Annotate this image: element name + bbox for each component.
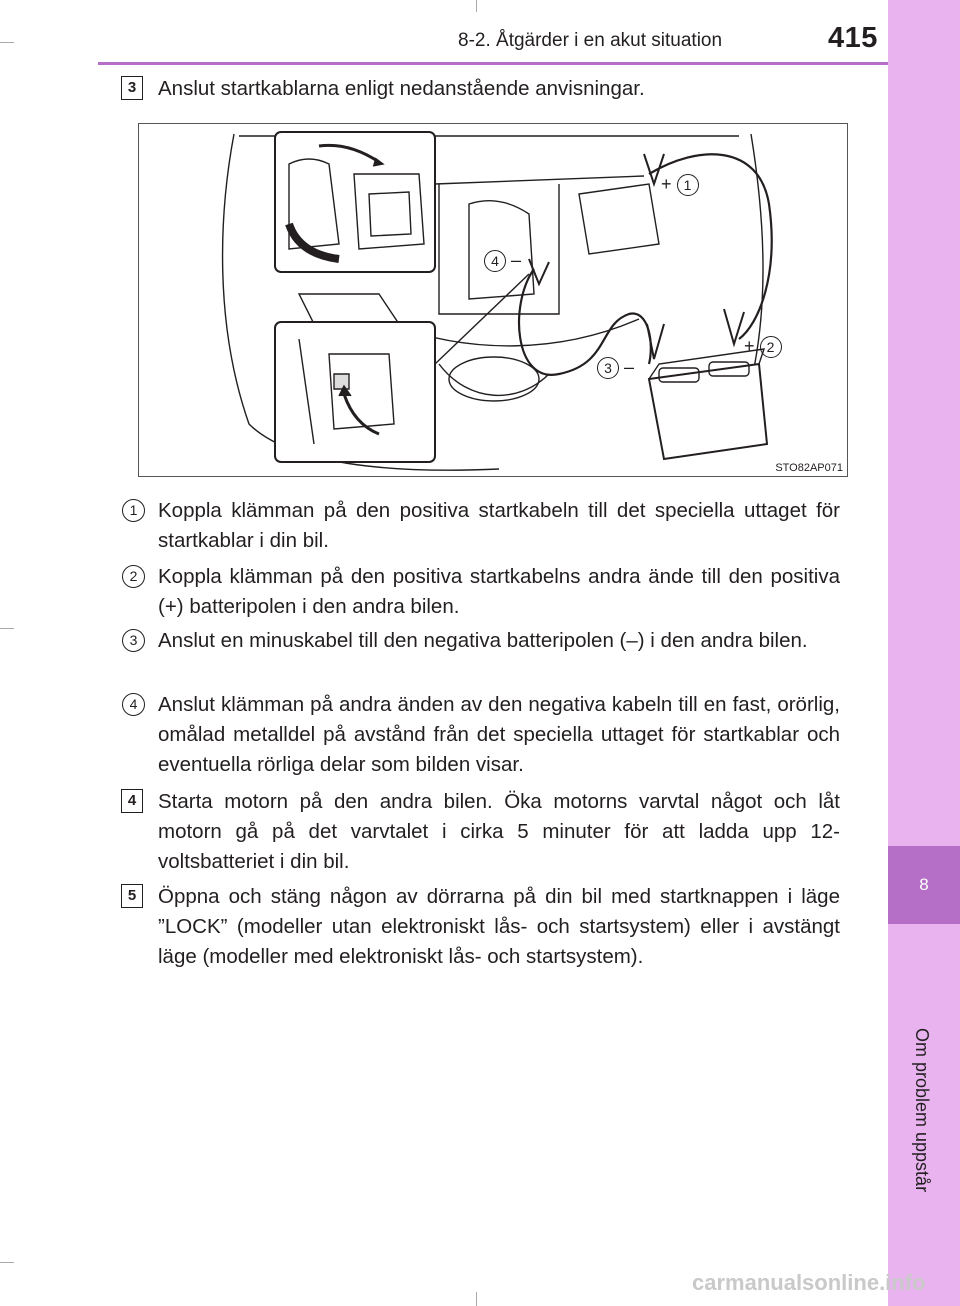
step-text: Öppna och stäng någon av dörrarna på din bil med startknappen i läge ”LOCK” (modeller utan elektroniskt lås- och startsystem) eller i avstängt läge (modeller med elektroniskt lås- och startsystem).	[158, 885, 840, 968]
page-number: 415	[828, 22, 878, 54]
watermark: carmanualsonline.info	[692, 1270, 926, 1295]
step-text: Starta motorn på den andra bilen. Öka motorns varvtal något och låt motorn gå på det varvtalet i cirka 5 minuter för att ladda upp 12-voltsbatteriet i din bil.	[158, 790, 840, 873]
substep-text: Koppla klämman på den positiva startkabelns andra ände till den positiva (+) batteripolen i den andra bilen.	[158, 565, 840, 618]
crop-mark	[0, 628, 14, 629]
chapter-name	[907, 1028, 937, 1088]
callout-number: 1	[677, 174, 699, 196]
callout-number: 2	[760, 336, 782, 358]
substep-text: Anslut klämman på andra änden av den negativa kabeln till en fast, orörlig, omålad metalldel på avstånd från det speciella uttaget för startkablar och eventuella rörliga delar som bilden visar.	[158, 693, 840, 776]
substep-text: Anslut en minuskabel till den negativa batteripolen (–) i den andra bilen.	[158, 629, 808, 652]
callout-sign: –	[624, 357, 635, 377]
callout-3	[597, 357, 634, 379]
figure-code: STO82AP071	[775, 462, 843, 474]
engine-bay-drawing	[139, 124, 847, 476]
substep-number: 2	[122, 565, 145, 588]
substep-text: Koppla klämman på den positiva startkabeln till det speciella uttaget för startkablar i din bil.	[158, 499, 840, 552]
callout-sign: +	[661, 174, 672, 194]
crop-mark	[0, 1262, 14, 1263]
callout-sign: +	[744, 336, 755, 356]
substep-number: 4	[122, 693, 145, 716]
crop-mark	[476, 1292, 477, 1306]
substep-number: 3	[122, 629, 145, 652]
callout-1	[661, 174, 699, 196]
step-number-box: 3	[121, 76, 143, 100]
step-number-box: 5	[121, 884, 143, 908]
substep-number: 1	[122, 499, 145, 522]
section-title: 8-2. Åtgärder i en akut situation	[458, 30, 723, 51]
jump-start-illustration	[138, 123, 848, 477]
callout-number: 4	[484, 250, 506, 272]
callout-4	[484, 250, 521, 272]
callout-number: 3	[597, 357, 619, 379]
crop-mark	[476, 0, 477, 12]
chapter-number: 8	[888, 846, 960, 924]
callout-2	[744, 336, 782, 358]
crop-mark	[0, 42, 14, 43]
header-rule	[98, 62, 888, 65]
callout-sign: –	[511, 250, 522, 270]
step-text: Anslut startkablarna enligt nedanstående anvisningar.	[158, 77, 645, 100]
step-number-box: 4	[121, 789, 143, 813]
